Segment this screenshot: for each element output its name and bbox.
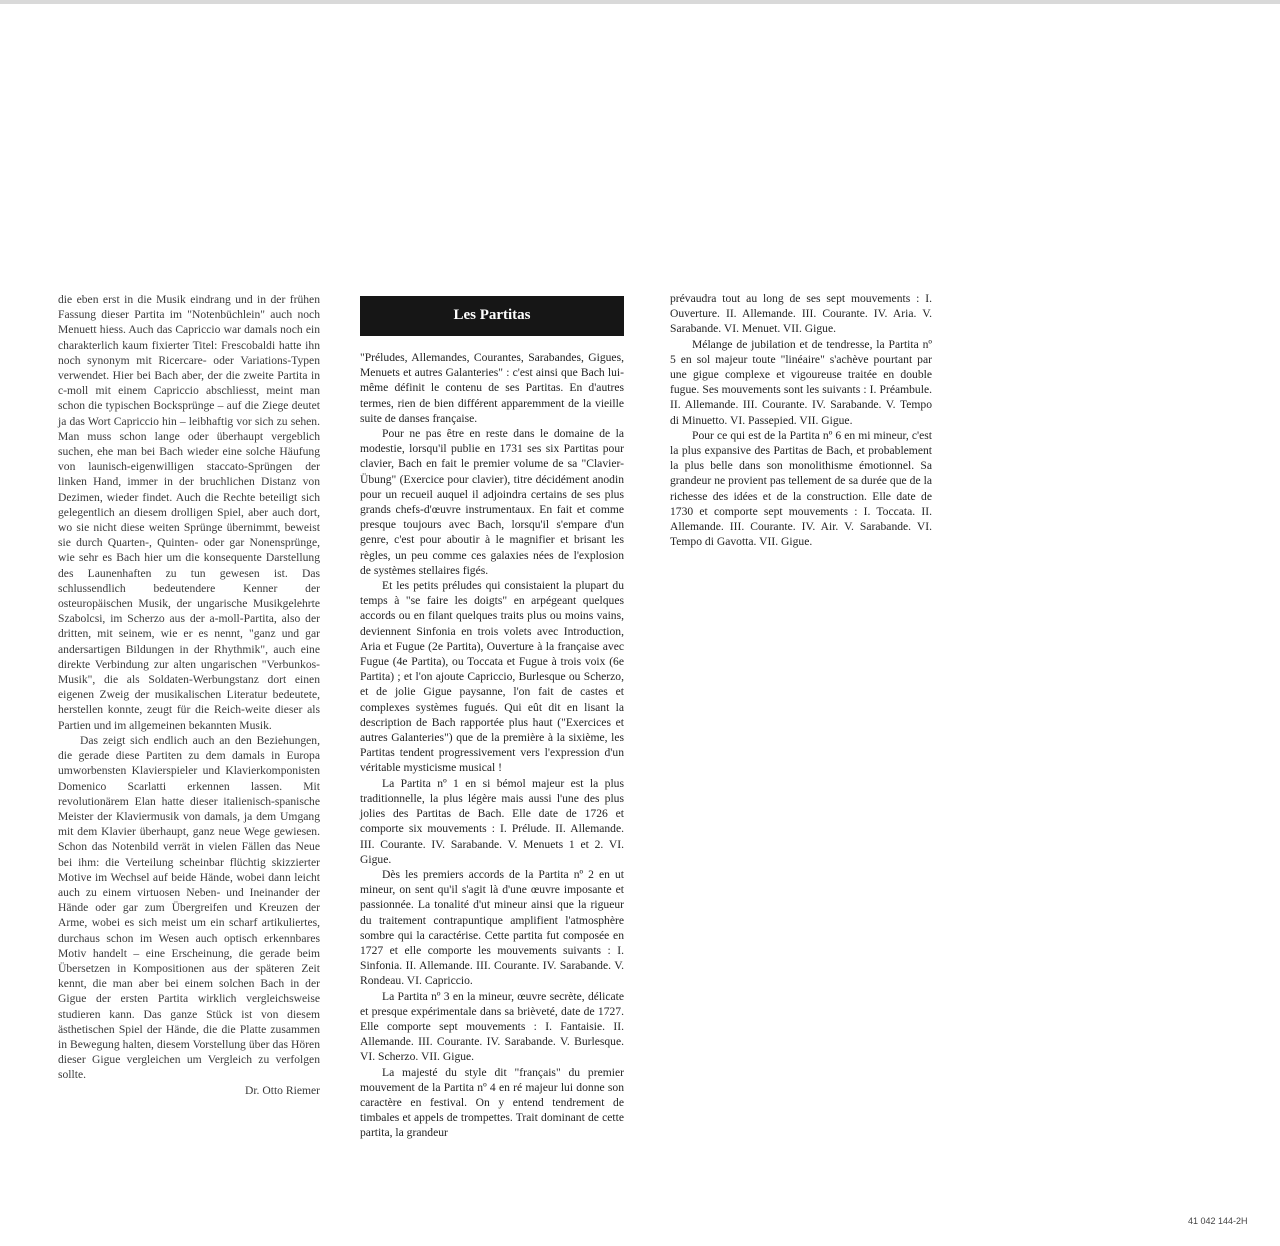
paragraph: Mélange de jubilation et de tendresse, la Partita nº 5 en sol majeur toute "linéaire" s'achève pourtant par une gigue complexe et vigoureuse traitée en double fugue. Ses mouvements sont les suivants : I. Préambule. II. Allemande. III. Courante. IV. Sarabande. V. Tempo di Minuetto. VI. Passepied. VII. Gigue.: [670, 337, 932, 427]
paragraph: La Partita nº 3 en la mineur, œuvre secrète, délicate et presque expérimentale dans sa brièveté, date de 1727. Elle comporte sept mouvements : I. Fantaisie. II. Allemande. III. Courante. IV. Sarabande. V. Burlesque. VI. Scherzo. VII. Gigue.: [360, 989, 624, 1064]
paragraph: Pour ne pas être en reste dans le domaine de la modestie, lorsqu'il publie en 1731 ses six Partitas pour clavier, Bach en fait le premier volume de sa "Clavier-Übung" (Exercice pour clavier), titre décidément anodin pour un recueil auquel il adjoindra certains de ses plus grands chefs-d'œuvre instrumentaux. En fait et comme presque toujours avec Bach, lorsqu'il s'empare d'un genre, c'est pour aboutir à le magnifier et brisant les règles, un peu comme ces galaxies nées de l'explosion de systèmes stellaires figés.: [360, 427, 624, 577]
paragraph: Pour ce qui est de la Partita nº 6 en mi mineur, c'est la plus expansive des Partitas de Bach, et probablement la plus belle dans son monolithisme émotionnel. Sa grandeur ne provient pas tellement de sa durée que de la richesse des idées et de la construction. Elle date de 1730 et comporte sept mouvements : I. Toccata. II. Allemande. III. Courante. IV. Air. V. Sarabande. VI. Tempo di Gavotta. VII. Gigue.: [670, 428, 932, 549]
paragraph: Et les petits préludes qui consistaient la plupart du temps à "se faire les doigts" en arpégeant quelques accords ou en filant quelques traits plus ou moins vains, deviennent Sinfonia en trois volets avec Introduction, Aria et Fugue (2e Partita), Ouverture à la française avec Fugue (4e Partita), ou Toccata et Fugue à trois voix (6e Partita) ; et l'on ajoute Capriccio, Burlesque ou Scherzo, et de jolie Gigue paysanne, l'on fait de castes et complexes systèmes fugués. Qui eût dit en lisant la description de Bach rapportée plus haut ("Exercices et autres Galanteries") que de la première à la sixième, les Partitas tendent progressivement vers l'expression d'un véritable mysticisme musical !: [360, 579, 624, 775]
paragraph: prévaudra tout au long de ses sept mouvements : I. Ouverture. II. Allemande. III. Courante. IV. Aria. V. Sarabande. VI. Menuet. VII. Gigue.: [670, 292, 932, 336]
column-right-french: [670, 291, 932, 549]
paragraph: Dès les premiers accords de la Partita nº 2 en ut mineur, on sent qu'il s'agit là d'une œuvre imposante et passionnée. La tonalité d'ut mineur ainsi que la rigueur du traitement contrapuntique amplifient l'atmosphère sombre qui la caractérise. Cette partita fut composée en 1727 et elle comporte les mouvements suivants : I. Sinfonia. II. Allemande. III. Courante. IV. Sarabande. V. Rondeau. VI. Capriccio.: [360, 867, 624, 988]
paragraph: Das zeigt sich endlich auch an den Beziehungen, die gerade diese Partiten zu dem damals in Europa umworbensten Klavierspieler und Klavierkomponisten Domenico Scarlatti erkennen lassen. Mit revolutionärem Elan hatte dieser italienisch-spanische Meister der Klaviermusik von damals, ja dem Umgang mit dem Klavier überhaupt, ganz neue Wege gewiesen. Schon das Notenbild verrät in vielen Fällen das Neue bei ihm: die Verteilung scheinbar flüchtig skizzierter Motive im Wechsel auf beide Hände, wobei dann leicht auch zu einem virtuosen Neben- und Ineinander der Hände oder gar zum Übergreifen und Kreuzen der Arme, wobei es sich meist um ein scharf artikuliertes, durchaus schon im Wesen auch optisch erkennbares Motiv handelt – eine Erscheinung, die gerade beim Übersetzen in Kompositionen aus der späteren Zeit kennt, die man aber bei einem solchen Bach in der Gigue der ersten Partita wirklich vergleichsweise studieren kann. Das ganze Stück ist von diesem ästhetischen Spiel der Hände, die die Platte zusammen in Bewegung halten, diesem Vorstellung über das Hören dieser Gigue vergleichen um Vergleich zu verfolgen sollte.: [58, 733, 320, 1082]
paragraph: die eben erst in die Musik eindrang und in der frühen Fassung dieser Partita im "Notenbüchlein" auch noch Menuett hiess. Auch das Capriccio war damals noch ein charakterlich kaum fixierter Titel: Frescobaldi hatte ihn noch synonym mit Ricercare- oder Variations-Typen verwendet. Hier bei Bach aber, der die zweite Partita in c-moll mit einem Capriccio abschliesst, meint man schon die typischen Bocksprünge – auf die Ziege deutet ja das Wort Capriccio hin – leibhaftig vor sich zu sehen. Man muss schon lange oder überhaupt vergeblich suchen, ehe man bei Bach wieder eine solche Häufung von launisch-eigenwilligen staccato-Sprüngen der linken Hand, immer in der bruchlichen Distanz von Dezimen, wieder findet. Auch die Rechte beteiligt sich gelegentlich an diesem drolligen Spiel, aber auch dort, wo sie nicht diese weiten Sprünge übernimmt, beweist sie durch Quarten-, Quinten- oder gar Nonensprünge, wie sehr es Bach hier um die konsequente Darstellung des Launenhaften zu tun gewesen ist. Das schlussendlich bedeutendere Kenner der osteuropäischen Musik, der ungarische Musikgelehrte Szabolcsi, im Scherzo aus der a-moll-Partita, also der dritten, mit seinem, wie er es nennt, "ganz und gar andersartigen Bildungen in der Rhythmik", auch eine direkte Verbindung zur alten ungarischen "Verbunkos-Musik", die als Soldaten-Werbungstanz dort einen eigenen Zweig der musikalischen Literatur bedeutete, herstellen konnte, zeugt für die Reich-weite dieser als Partien und im allgemeinen bekannten Musik.: [58, 293, 320, 732]
top-border: [0, 0, 1280, 4]
author-signature: Dr. Otto Riemer: [244, 1083, 320, 1097]
paragraph: La Partita nº 1 en si bémol majeur est la plus traditionnelle, la plus légère mais aussi l'une des plus jolies des Partitas de Bach. Elle date de 1726 et comporte six mouvements : I. Prélude. II. Allemande. III. Courante. IV. Sarabande. V. Menuets 1 et 2. VI. Gigue.: [360, 776, 624, 866]
paragraph: La majesté du style dit "français" du premier mouvement de la Partita nº 4 en ré majeur lui donne son caractère en festival. On y entend tendrement de timbales et appels de trompettes. Trait dominant de cette partita, la grandeur: [360, 1065, 624, 1140]
column-left-german: [58, 292, 320, 1098]
section-heading: Les Partitas: [360, 296, 624, 336]
paragraph: "Préludes, Allemandes, Courantes, Sarabandes, Gigues, Menuets et autres Galanteries" : c'est ainsi que Bach lui-même définit le contenu de ses Partitas. En d'autres termes, rien de bien différent apparemment de la vieille suite de danses française.: [360, 351, 624, 425]
column-middle-french: [360, 296, 624, 1141]
catalog-number: 41 042 144-2H: [1188, 1216, 1248, 1226]
